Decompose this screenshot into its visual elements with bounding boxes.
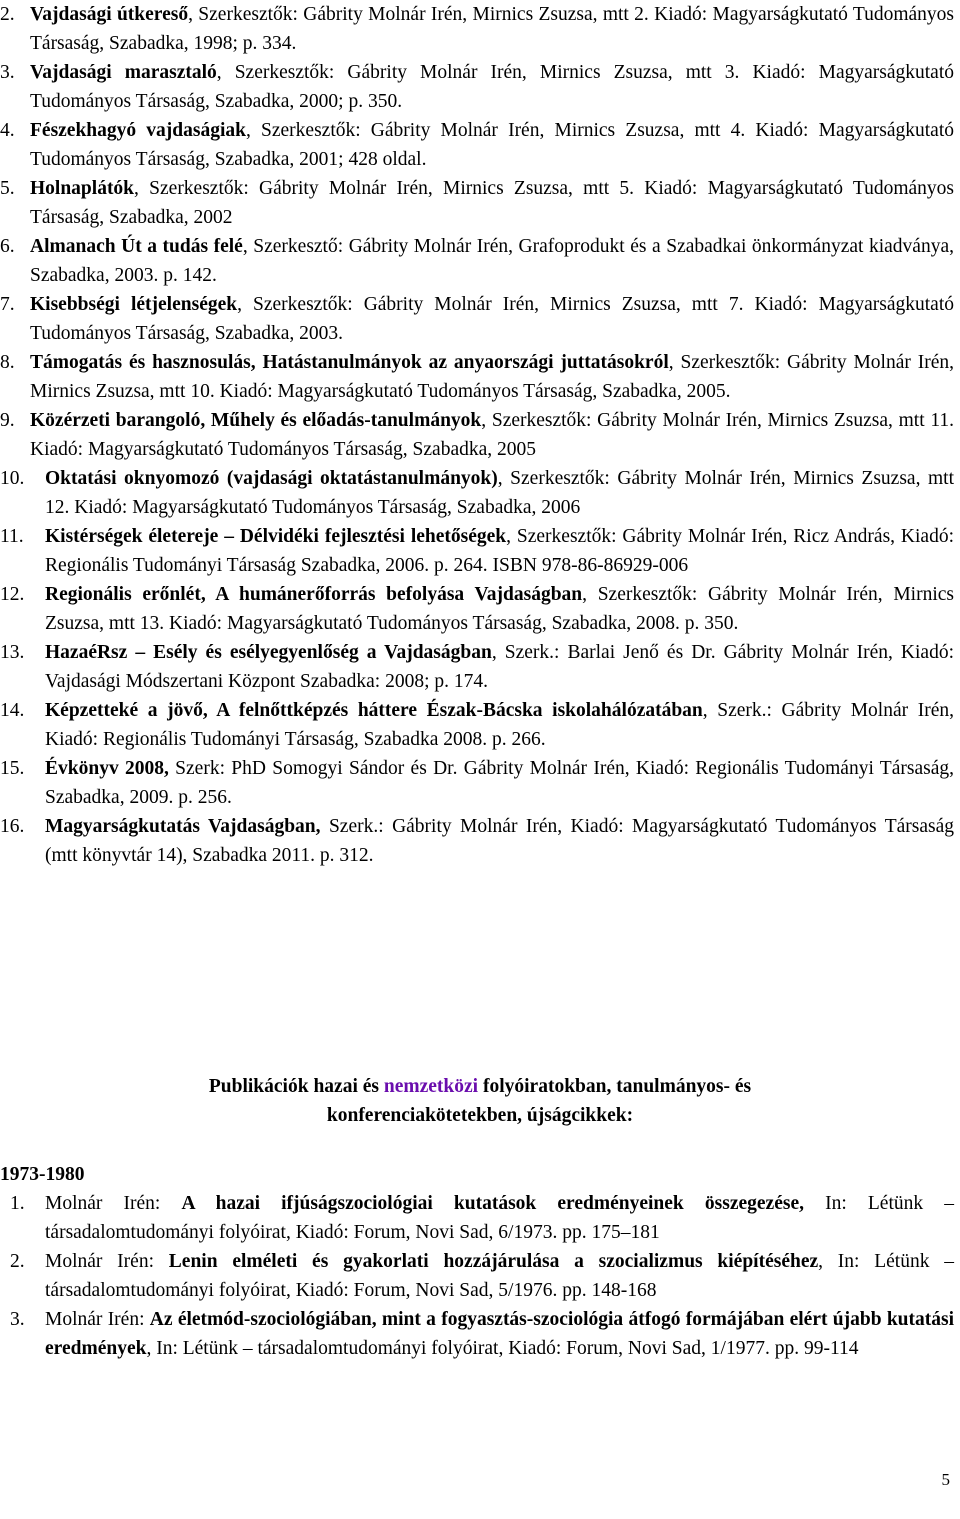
publications-list [0, 1189, 960, 1363]
publication-author: Molnár Irén: [45, 1251, 169, 1272]
entry-number: 2. [10, 1251, 25, 1272]
entry-number: 3. [10, 1309, 25, 1330]
publication-author: Molnár Irén: [45, 1309, 150, 1330]
book-entry-13 [0, 638, 960, 696]
book-title: Almanach Út a tudás felé [30, 236, 243, 257]
book-title: Közérzeti barangoló, Műhely és előadás-tanulmányok [30, 410, 482, 431]
book-entry-9 [0, 406, 960, 464]
book-title: Fészekhagyó vajdaságiak [30, 120, 246, 141]
book-title: Kisebbségi létjelenségek [30, 294, 238, 315]
book-title: Képzetteké a jövő, A felnőttképzés háttere Észak-Bácska iskolahálózatában [45, 700, 703, 721]
publication-author: Molnár Irén: [45, 1193, 182, 1214]
book-entry-12 [0, 580, 960, 638]
entry-number: 9. [0, 410, 15, 431]
book-entry-14 [0, 696, 960, 754]
publication-entry-2 [0, 1247, 960, 1305]
entry-number: 14. [0, 700, 25, 721]
highlighted-word: nemzetközi [383, 1076, 479, 1097]
book-entry-6 [0, 232, 960, 290]
entry-number: 8. [0, 352, 15, 373]
book-details: Szerk.: Gábrity Molnár Irén, Kiadó: Magyarságkutató Tudományos Társaság (mtt könyvtár 14), Szabadka 2011. p. 312. [45, 816, 955, 866]
book-details: , Szerkesztő: Gábrity Molnár Irén, Grafoprodukt és a Szabadkai önkormányzat kiadványa, Szabadka, 2003. p. 142. [30, 236, 954, 286]
book-details: , Szerkesztők: Gábrity Molnár Irén, Mirnics Zsuzsa, mtt 4. Kiadó: Magyarságkutató Tudományos Társaság, Szabadka, 2001; 428 oldal. [30, 120, 954, 170]
entry-number: 2. [0, 4, 15, 25]
entry-number: 1. [10, 1193, 25, 1214]
book-entry-11 [0, 522, 960, 580]
book-title: Évkönyv 2008, [45, 758, 169, 779]
book-details: , Szerkesztők: Gábrity Molnár Irén, Mirnics Zsuzsa, mtt 13. Kiadó: Magyarságkutató Tudományos Társaság, Szabadka, 2008. p. 350. [45, 584, 954, 634]
book-entry-7 [0, 290, 960, 348]
book-details: , Szerkesztők: Gábrity Molnár Irén, Ricz András, Kiadó: Regionális Tudományi Társaság Szabadka, 2006. p. 264. ISBN 978-86-86929-006 [45, 526, 954, 576]
book-title: Oktatási oknyomozó (vajdasági oktatástanulmányok) [45, 468, 498, 489]
book-details: , Szerkesztők: Gábrity Molnár Irén, Mirnics Zsuzsa, mtt 10. Kiadó: Magyarságkutató Tudományos Társaság, Szabadka, 2005. [30, 352, 954, 402]
book-entry-8 [0, 348, 960, 406]
entry-number: 5. [0, 178, 15, 199]
entry-number: 10. [0, 468, 25, 489]
book-title: Magyarságkutatás Vajdaságban, [45, 816, 321, 837]
book-title: Vajdasági marasztaló [30, 62, 217, 83]
publication-title: Az életmód-szociológiában, mint a fogyasztás-szociológia átfogó formájában elért újabb kutatási eredmények [45, 1309, 955, 1359]
publication-entry-3 [0, 1305, 960, 1363]
publication-entry-1 [0, 1189, 960, 1247]
book-details: Szerk: PhD Somogyi Sándor és Dr. Gábrity Molnár Irén, Kiadó: Regionális Tudományi Társaság, Szabadka, 2009. p. 256. [45, 758, 954, 808]
entry-number: 16. [0, 816, 25, 837]
section-heading-line2: konferenciakötetekben, újságcikkek: [326, 1105, 634, 1126]
book-title: Kistérségek életereje – Délvidéki fejlesztési lehetőségek [45, 526, 507, 547]
book-details: , Szerkesztők: Gábrity Molnár Irén, Mirnics Zsuzsa, mtt 2. Kiadó: Magyarságkutató Tudományos Társaság, Szabadka, 1998; p. 334. [30, 4, 954, 54]
entry-number: 4. [0, 120, 15, 141]
book-details: , Szerk.: Gábrity Molnár Irén, Kiadó: Regionális Tudományi Társaság, Szabadka 2008. p. 266. [45, 700, 954, 750]
publication-details: In: Létünk – társadalomtudományi folyóirat, Kiadó: Forum, Novi Sad, 6/1973. pp. 175–181 [45, 1193, 955, 1243]
book-details: , Szerkesztők: Gábrity Molnár Irén, Mirnics Zsuzsa, mtt 7. Kiadó: Magyarságkutató Tudományos Társaság, Szabadka, 2003. [30, 294, 955, 344]
publication-details: , In: Létünk – társadalomtudományi folyóirat, Kiadó: Forum, Novi Sad, 5/1976. pp. 148-168 [45, 1251, 954, 1301]
book-details: , Szerkesztők: Gábrity Molnár Irén, Mirnics Zsuzsa, mtt 12. Kiadó: Magyarságkutató Tudományos Társaság, Szabadka, 2006 [45, 468, 954, 518]
entry-number: 11. [0, 526, 24, 547]
year-range-heading: 1973-1980 [0, 1164, 85, 1185]
entry-number: 3. [0, 62, 15, 83]
book-title: Regionális erőnlét, A humánerőforrás befolyása Vajdaságban [45, 584, 583, 605]
entry-number: 12. [0, 584, 25, 605]
publication-title: A hazai ifjúságszociológiai kutatások eredményeinek összegezése, [181, 1193, 804, 1214]
book-entry-2 [0, 0, 960, 58]
book-details: , Szerk.: Barlai Jenő és Dr. Gábrity Molnár Irén, Kiadó: Vajdasági Módszertani Központ Szabadka: 2008; p. 174. [45, 642, 955, 692]
publication-title: Lenin elméleti és gyakorlati hozzájárulása a szocializmus kiépítéséhez [168, 1251, 819, 1272]
section-heading [0, 1072, 960, 1130]
book-entry-3 [0, 58, 960, 116]
entry-number: 6. [0, 236, 15, 257]
entry-number: 13. [0, 642, 25, 663]
book-details: , Szerkesztők: Gábrity Molnár Irén, Mirnics Zsuzsa, mtt 11. Kiadó: Magyarságkutató Tudományos Társaság, Szabadka, 2005 [30, 410, 954, 460]
book-details: , Szerkesztők: Gábrity Molnár Irén, Mirnics Zsuzsa, mtt 3. Kiadó: Magyarságkutató Tudományos Társaság, Szabadka, 2000; p. 350. [30, 62, 954, 112]
book-entry-10 [0, 464, 960, 522]
book-title: Támogatás és hasznosulás, Hatástanulmányok az anyaországi juttatásokról [30, 352, 669, 373]
book-entry-16 [0, 812, 960, 870]
entry-number: 15. [0, 758, 25, 779]
book-entry-5 [0, 174, 960, 232]
book-details: , Szerkesztők: Gábrity Molnár Irén, Mirnics Zsuzsa, mtt 5. Kiadó: Magyarságkutató Tudományos Társaság, Szabadka, 2002 [30, 178, 954, 228]
book-entry-15 [0, 754, 960, 812]
book-title: HazaéRsz – Esély és esélyegyenlőség a Vajdaságban [45, 642, 492, 663]
book-entry-4 [0, 116, 960, 174]
section-heading-line1: Publikációk hazai és nemzetközi folyóiratokban, tanulmányos- és [208, 1076, 752, 1097]
publication-details: , In: Létünk – társadalomtudományi folyóirat, Kiadó: Forum, Novi Sad, 1/1977. pp. 99-114 [146, 1338, 859, 1359]
book-title: Vajdasági útkereső [30, 4, 189, 25]
book-title: Holnaplátók [30, 178, 135, 199]
entry-number: 7. [0, 294, 15, 315]
page-number: 5 [941, 1470, 950, 1489]
